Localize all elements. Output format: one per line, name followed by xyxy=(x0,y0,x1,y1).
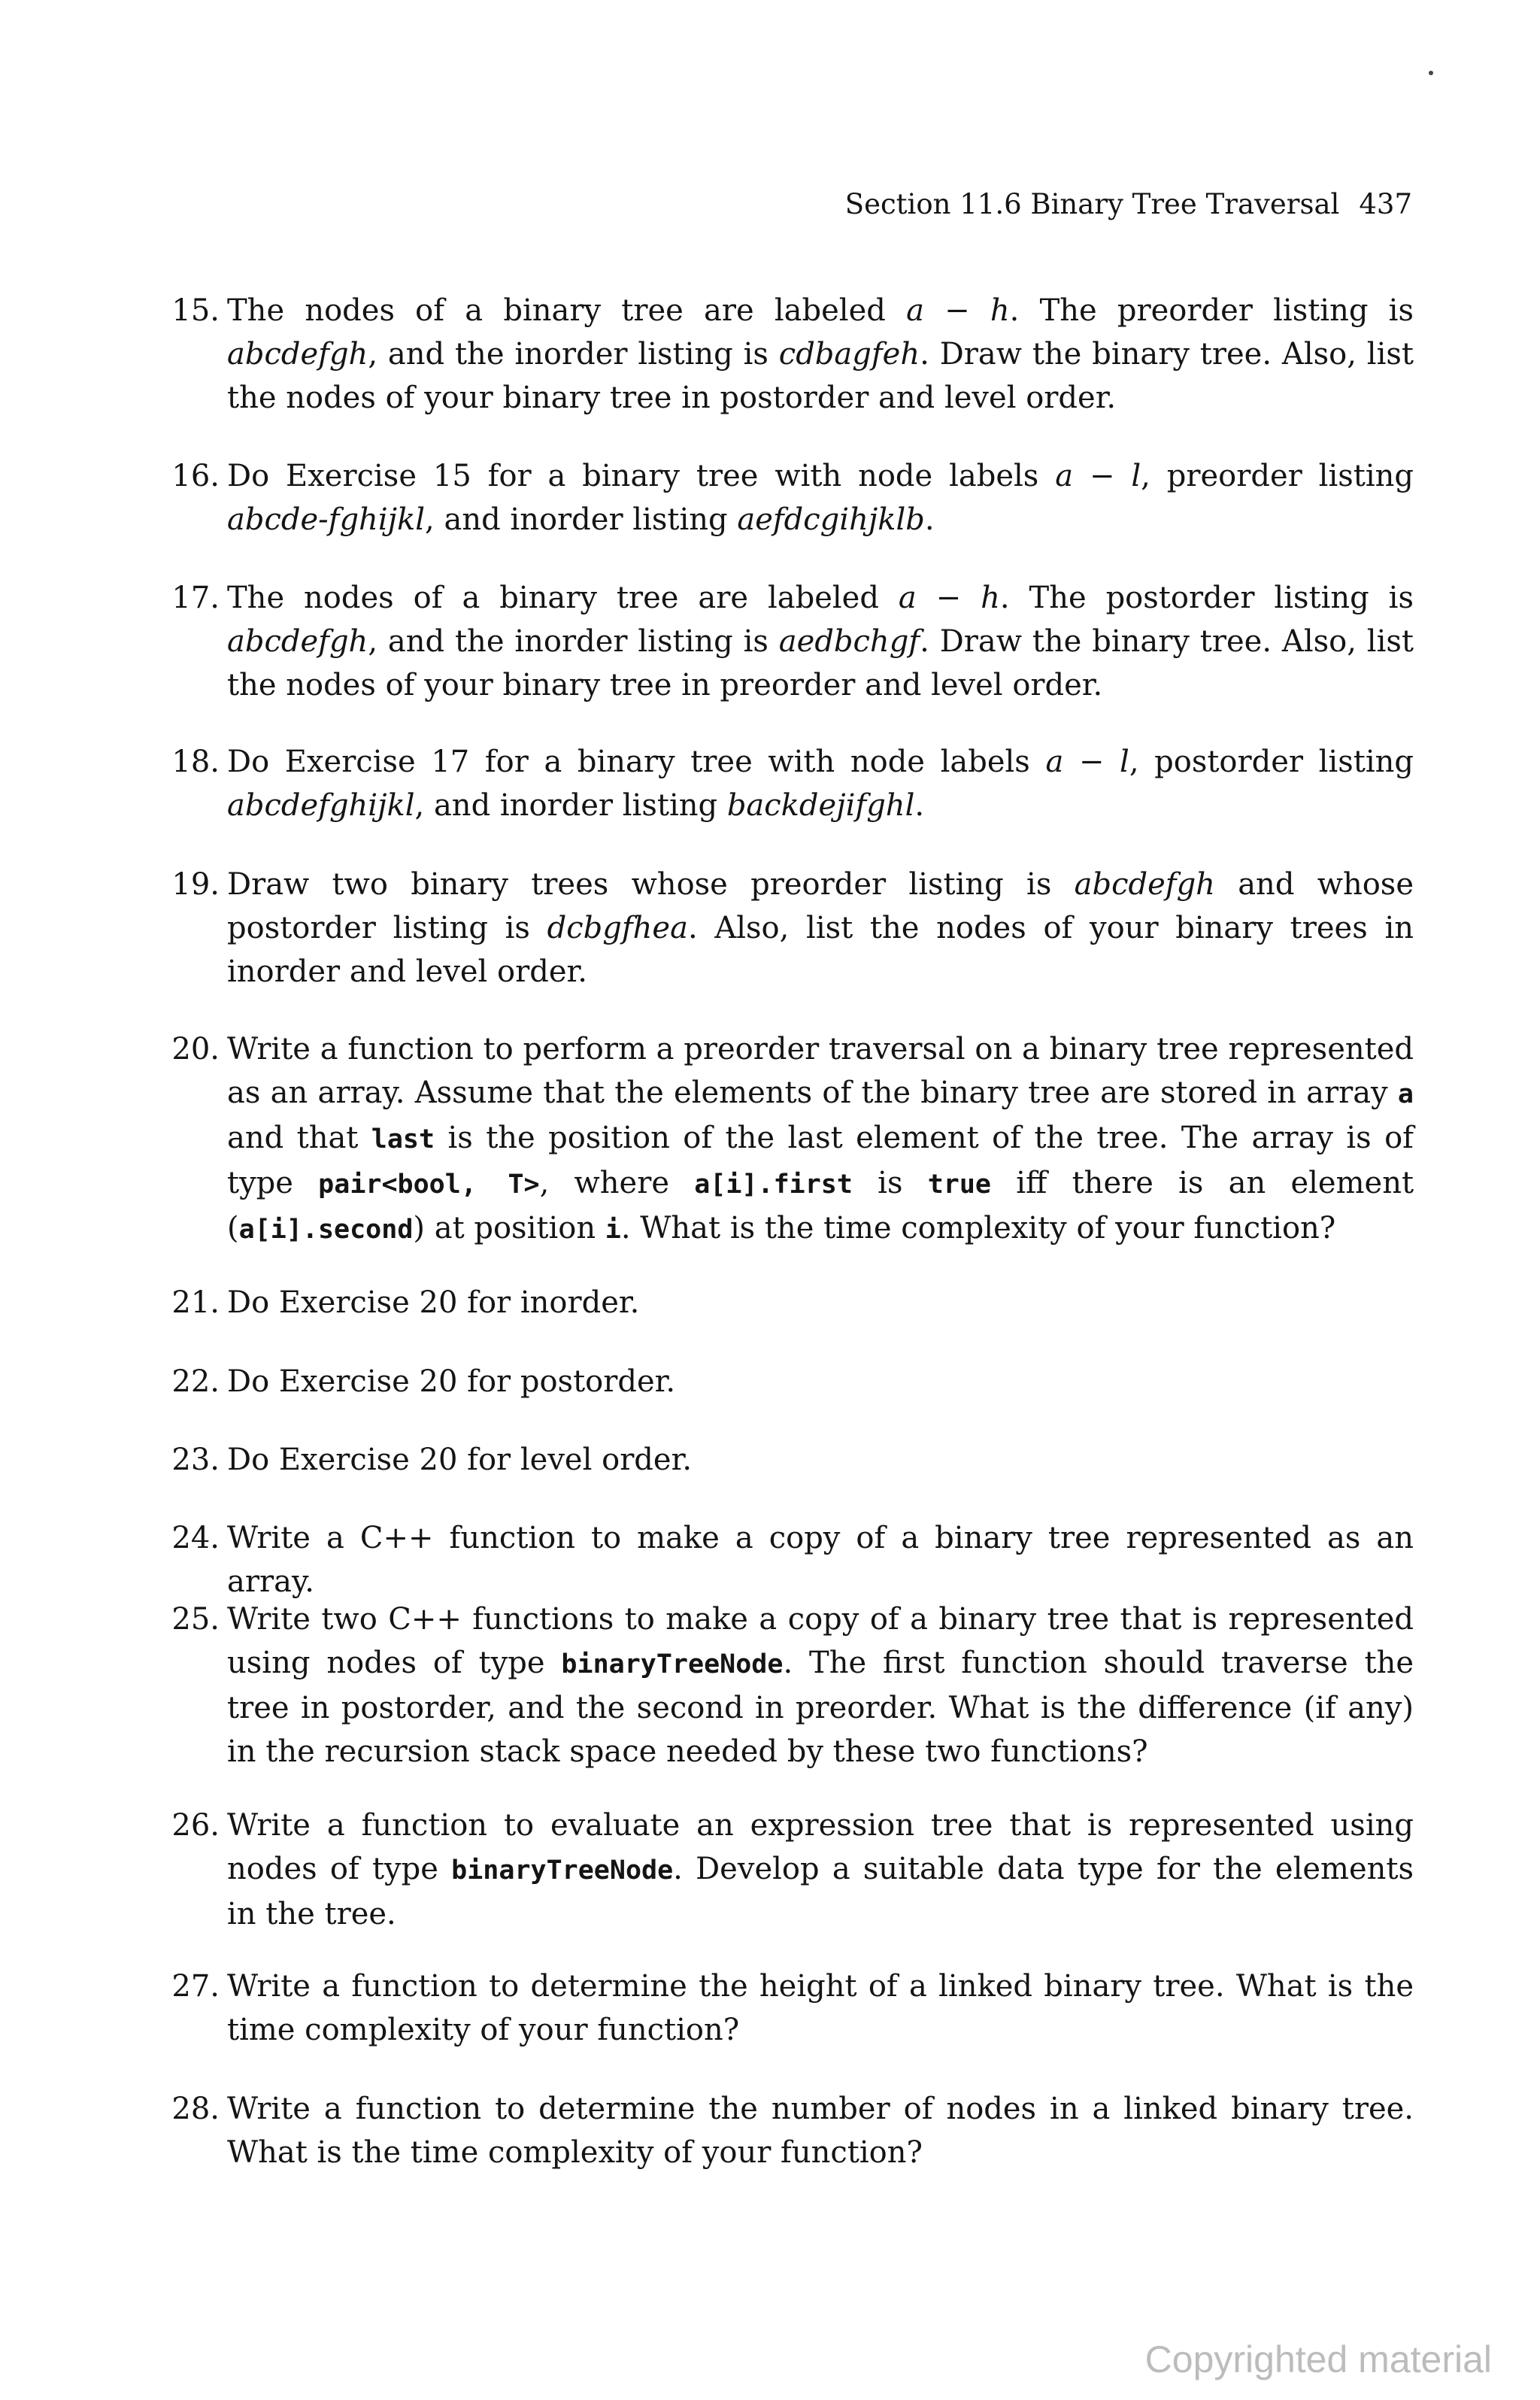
exercise-23 xyxy=(165,1438,1414,1482)
code-i: i xyxy=(605,1215,621,1245)
exercise-24 xyxy=(165,1516,1414,1604)
exercise-number: 23. xyxy=(171,1443,220,1477)
exercise-number: 21. xyxy=(171,1285,220,1320)
exercise-19 xyxy=(165,863,1414,994)
exercise-text: Do Exercise 15 for a binary tree with node labels a − l, preorder listing abcde-fghijkl, and inorder listing aefdcgihjklb. xyxy=(227,459,1414,537)
exercise-number: 15. xyxy=(171,293,220,328)
exercise-number: 20. xyxy=(171,1032,220,1066)
section-title: Section 11.6 Binary Tree Traversal xyxy=(844,188,1340,220)
scan-speck xyxy=(1429,71,1433,75)
exercise-25 xyxy=(165,1597,1414,1773)
code-a: a xyxy=(1397,1079,1414,1109)
exercise-text: Do Exercise 20 for level order. xyxy=(227,1443,693,1477)
code-second: a[i].second xyxy=(238,1215,414,1245)
code-last: last xyxy=(371,1124,435,1154)
exercise-20 xyxy=(165,1027,1414,1252)
exercise-number: 16. xyxy=(171,459,220,493)
running-head xyxy=(845,188,1412,220)
exercise-text: Write a function to determine the height of a linked binary tree. What is the time complexity of your function? xyxy=(227,1969,1414,2047)
exercise-number: 22. xyxy=(171,1364,220,1399)
exercise-text: Write two C++ functions to make a copy of a binary tree that is represented using nodes of type binaryTreeNode. The first function should traverse the tree in postorder, and the second in preorder. What is the difference (if any) in the recursion stack space needed by these two functions? xyxy=(227,1602,1414,1769)
exercise-text: The nodes of a binary tree are labeled a − h. The postorder listing is abcdefgh, and the inorder listing is aedbchgf. Draw the binary tree. Also, list the nodes of your binary tree in preorder and level order. xyxy=(227,581,1414,702)
code-first: a[i].first xyxy=(694,1170,853,1200)
exercise-17 xyxy=(165,576,1414,707)
exercise-number: 28. xyxy=(171,2092,220,2126)
code-true: true xyxy=(927,1170,991,1200)
exercise-number: 18. xyxy=(171,745,220,779)
exercise-text: Write a C++ function to make a copy of a binary tree represented as an array. xyxy=(227,1521,1414,1599)
exercise-text: Write a function to determine the number of nodes in a linked binary tree. What is the time complexity of your function? xyxy=(227,2092,1414,2170)
exercise-27 xyxy=(165,1965,1414,2052)
exercise-number: 26. xyxy=(171,1808,220,1843)
exercise-text: The nodes of a binary tree are labeled a − h. The preorder listing is abcdefgh, and the inorder listing is cdbagfeh. Draw the binary tree. Also, list the nodes of your binary tree in postorder and level order. xyxy=(227,293,1414,415)
exercise-15 xyxy=(165,289,1414,420)
exercise-text: Write a function to evaluate an expression tree that is represented using nodes of type binaryTreeNode. Develop a suitable data type for the elements in the tree. xyxy=(227,1808,1414,1931)
copyright-watermark: Copyrighted material xyxy=(1144,2338,1492,2380)
exercise-28 xyxy=(165,2087,1414,2174)
exercise-text: Write a function to perform a preorder traversal on a binary tree represented as an array. Assume that the elements of the binary tree are stored in array a and that last is the position of the last element of the tree. The array is of type pair<bool, T>, where a[i].first is true iff there is an element (a[i].second) at position i. What is the time complexity of your function? xyxy=(227,1032,1414,1246)
exercise-number: 17. xyxy=(171,581,220,615)
exercise-26 xyxy=(165,1804,1414,1936)
exercise-text: Draw two binary trees whose preorder listing is abcdefgh and whose postorder listing is dcbgfhea. Also, list the nodes of your binary trees in inorder and level order. xyxy=(227,867,1414,989)
exercise-22 xyxy=(165,1360,1414,1403)
exercise-18 xyxy=(165,740,1414,827)
exercise-number: 24. xyxy=(171,1521,220,1555)
exercise-text: Do Exercise 20 for inorder. xyxy=(227,1285,640,1320)
page-number: 437 xyxy=(1359,188,1412,220)
code-binary-tree-node: binaryTreeNode xyxy=(561,1649,784,1679)
code-pair-type: pair<bool, T> xyxy=(318,1170,540,1200)
code-binary-tree-node: binaryTreeNode xyxy=(451,1855,674,1886)
exercise-number: 27. xyxy=(171,1969,220,2004)
exercise-21 xyxy=(165,1281,1414,1324)
exercise-number: 19. xyxy=(171,867,220,902)
exercise-16 xyxy=(165,454,1414,542)
exercise-text: Do Exercise 20 for postorder. xyxy=(227,1364,676,1399)
exercise-number: 25. xyxy=(171,1602,220,1637)
exercise-text: Do Exercise 17 for a binary tree with node labels a − l, postorder listing abcdefghijkl, and inorder listing backdejifghl. xyxy=(227,745,1414,823)
